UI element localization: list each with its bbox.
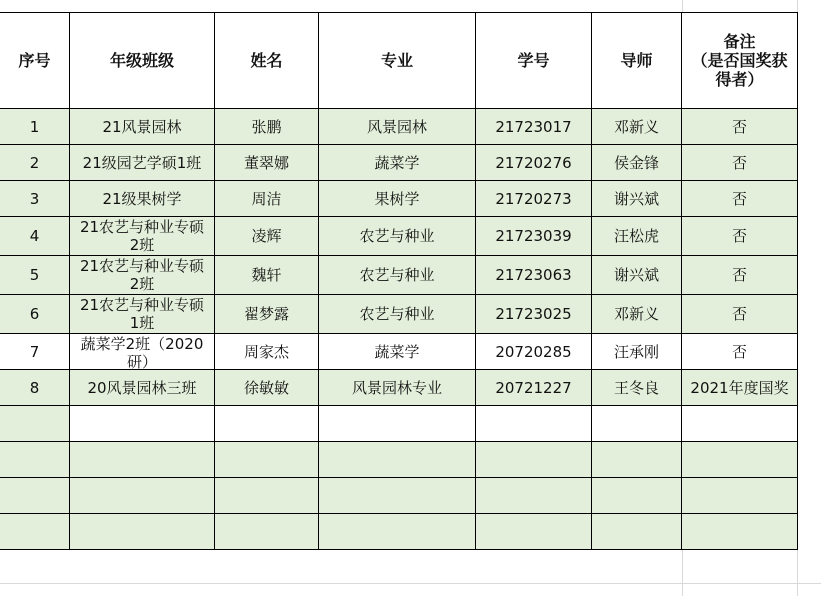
cell-empty[interactable]	[215, 406, 319, 442]
table-row-empty	[0, 514, 798, 550]
header-name[interactable]: 姓名	[215, 13, 319, 109]
cell-name[interactable]: 魏轩	[215, 256, 319, 295]
cell-major[interactable]: 农艺与种业	[319, 256, 476, 295]
cell-major[interactable]: 蔬菜学	[319, 145, 476, 181]
cell-empty[interactable]	[476, 478, 592, 514]
cell-student-id[interactable]: 21723063	[476, 256, 592, 295]
cell-empty[interactable]	[592, 478, 682, 514]
cell-major[interactable]: 果树学	[319, 181, 476, 217]
cell-remark[interactable]: 否	[682, 256, 798, 295]
cell-seq[interactable]: 3	[0, 181, 70, 217]
cell-empty[interactable]	[319, 514, 476, 550]
cell-remark[interactable]: 否	[682, 295, 798, 334]
cell-empty[interactable]	[476, 406, 592, 442]
cell-seq[interactable]: 7	[0, 334, 70, 370]
cell-empty[interactable]	[476, 514, 592, 550]
cell-student-id[interactable]: 20721227	[476, 370, 592, 406]
table-row	[0, 256, 798, 295]
cell-remark[interactable]: 否	[682, 145, 798, 181]
cell-student-id[interactable]: 20720285	[476, 334, 592, 370]
cell-empty[interactable]	[70, 478, 215, 514]
cell-student-id[interactable]: 21720273	[476, 181, 592, 217]
cell-empty[interactable]	[592, 442, 682, 478]
header-advisor[interactable]: 导师	[592, 13, 682, 109]
cell-name[interactable]: 凌辉	[215, 217, 319, 256]
cell-empty[interactable]	[682, 514, 798, 550]
cell-name[interactable]: 周洁	[215, 181, 319, 217]
cell-empty[interactable]	[70, 406, 215, 442]
cell-seq[interactable]: 8	[0, 370, 70, 406]
cell-empty[interactable]	[682, 478, 798, 514]
cell-empty[interactable]	[319, 406, 476, 442]
cell-class[interactable]: 21级果树学	[70, 181, 215, 217]
cell-class-text: 21农艺与种业专硕 2班	[79, 257, 205, 293]
table-row	[0, 181, 798, 217]
cell-empty[interactable]	[215, 442, 319, 478]
cell-advisor[interactable]: 王冬良	[592, 370, 682, 406]
cell-name[interactable]: 周家杰	[215, 334, 319, 370]
cell-empty[interactable]	[0, 478, 70, 514]
cell-name[interactable]: 董翠娜	[215, 145, 319, 181]
header-seq[interactable]: 序号	[0, 13, 70, 109]
cell-empty[interactable]	[319, 442, 476, 478]
cell-student-id[interactable]: 21723017	[476, 109, 592, 145]
sheet-gridline	[0, 583, 821, 584]
cell-remark[interactable]: 否	[682, 181, 798, 217]
cell-remark[interactable]: 否	[682, 334, 798, 370]
cell-major[interactable]: 农艺与种业	[319, 217, 476, 256]
cell-empty[interactable]	[592, 406, 682, 442]
cell-class[interactable]: 21级园艺学硕1班	[70, 145, 215, 181]
cell-seq[interactable]: 4	[0, 217, 70, 256]
cell-empty[interactable]	[0, 406, 70, 442]
header-row	[0, 13, 798, 109]
cell-advisor[interactable]: 汪松虎	[592, 217, 682, 256]
cell-class[interactable]	[70, 256, 215, 295]
cell-name[interactable]: 徐敏敏	[215, 370, 319, 406]
cell-advisor[interactable]: 侯金锋	[592, 145, 682, 181]
header-major[interactable]: 专业	[319, 13, 476, 109]
cell-major[interactable]: 风景园林	[319, 109, 476, 145]
cell-advisor[interactable]: 邓新义	[592, 109, 682, 145]
table-row	[0, 217, 798, 256]
cell-major[interactable]: 农艺与种业	[319, 295, 476, 334]
table-row	[0, 334, 798, 370]
cell-student-id[interactable]: 21723039	[476, 217, 592, 256]
cell-class[interactable]: 21风景园林	[70, 109, 215, 145]
cell-major[interactable]: 蔬菜学	[319, 334, 476, 370]
cell-empty[interactable]	[70, 514, 215, 550]
header-student-id[interactable]: 学号	[476, 13, 592, 109]
cell-class-text: 21农艺与种业专硕 1班	[79, 296, 205, 332]
cell-remark[interactable]: 否	[682, 217, 798, 256]
cell-class-text: 蔬菜学2班（2020 研）	[80, 334, 204, 369]
cell-seq[interactable]: 6	[0, 295, 70, 334]
cell-seq[interactable]: 5	[0, 256, 70, 295]
table-row-empty	[0, 478, 798, 514]
header-remark[interactable]: 备注 （是否国奖获 得者）	[682, 13, 798, 109]
cell-advisor[interactable]: 汪承刚	[592, 334, 682, 370]
cell-empty[interactable]	[319, 478, 476, 514]
cell-class[interactable]	[70, 334, 215, 370]
cell-class[interactable]	[70, 217, 215, 256]
cell-remark[interactable]: 2021年度国奖	[682, 370, 798, 406]
table-row	[0, 109, 798, 145]
cell-class[interactable]	[70, 295, 215, 334]
cell-empty[interactable]	[682, 442, 798, 478]
cell-advisor[interactable]: 谢兴斌	[592, 181, 682, 217]
cell-empty[interactable]	[682, 406, 798, 442]
cell-seq[interactable]: 1	[0, 109, 70, 145]
table-row	[0, 295, 798, 334]
cell-empty[interactable]	[215, 514, 319, 550]
cell-student-id[interactable]: 21723025	[476, 295, 592, 334]
cell-remark[interactable]: 否	[682, 109, 798, 145]
cell-empty[interactable]	[0, 442, 70, 478]
cell-advisor[interactable]: 谢兴斌	[592, 256, 682, 295]
cell-class[interactable]: 20风景园林三班	[70, 370, 215, 406]
header-class[interactable]: 年级班级	[70, 13, 215, 109]
cell-major[interactable]: 风景园林专业	[319, 370, 476, 406]
cell-name[interactable]: 张鹏	[215, 109, 319, 145]
table-row-empty	[0, 406, 798, 442]
cell-seq[interactable]: 2	[0, 145, 70, 181]
cell-empty[interactable]	[70, 442, 215, 478]
table-row-empty	[0, 442, 798, 478]
cell-name[interactable]: 翟梦露	[215, 295, 319, 334]
cell-advisor[interactable]: 邓新义	[592, 295, 682, 334]
data-table	[0, 12, 798, 550]
cell-student-id[interactable]: 21720276	[476, 145, 592, 181]
cell-empty[interactable]	[592, 514, 682, 550]
cell-empty[interactable]	[0, 514, 70, 550]
cell-empty[interactable]	[215, 478, 319, 514]
table-row	[0, 145, 798, 181]
cell-class-text: 21农艺与种业专硕 2班	[79, 218, 205, 254]
cell-empty[interactable]	[476, 442, 592, 478]
table-row	[0, 370, 798, 406]
